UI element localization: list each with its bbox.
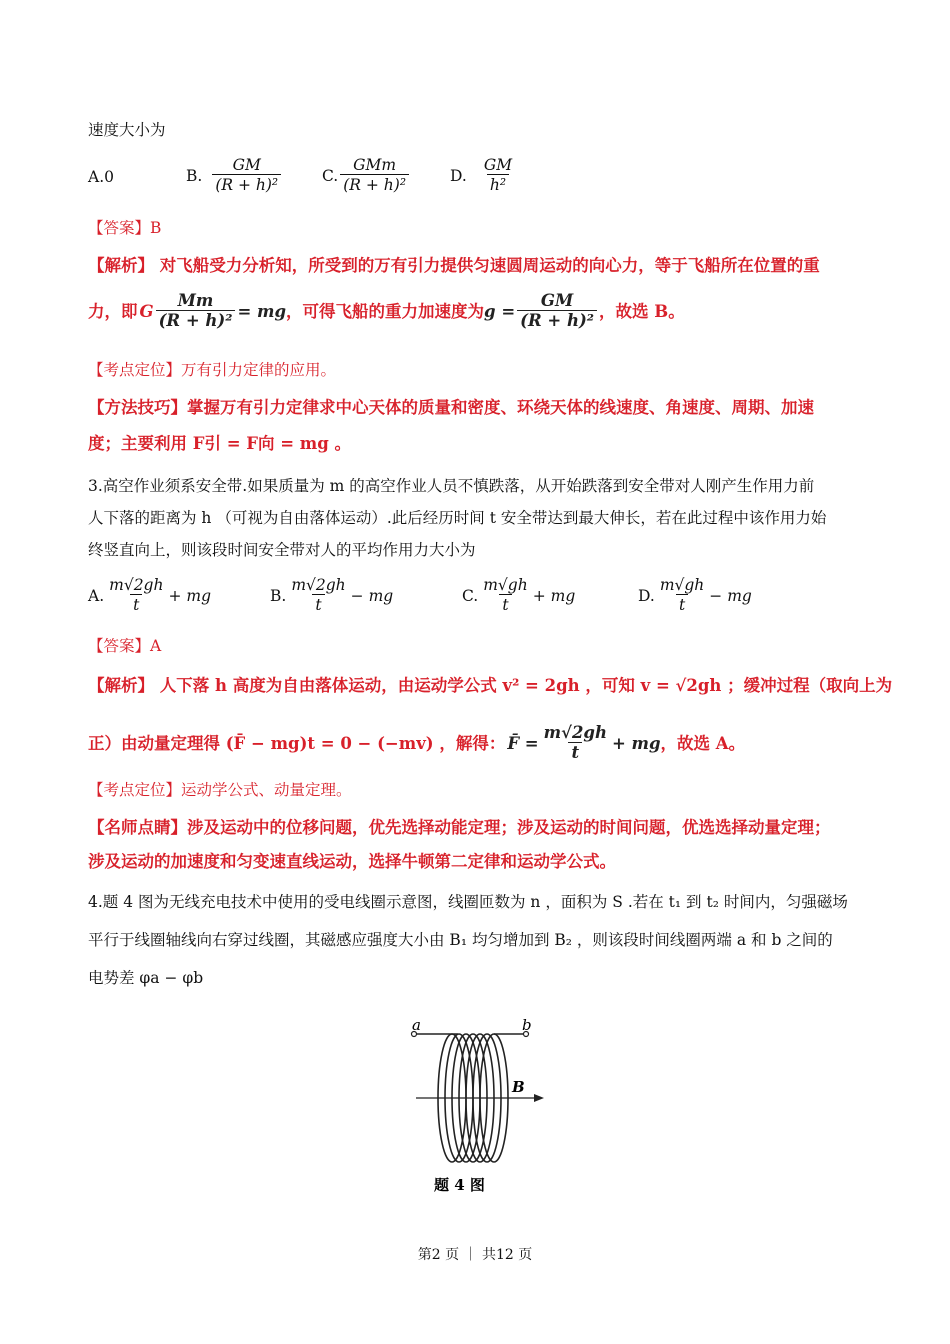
q2-b-den: (R + h)² [212,174,281,195]
q3-analysis-line1: 【解析】 人下落 h 高度为自由落体运动，由运动学公式 v² = 2gh ，可知 v = √2gh ；缓冲过程（取向上为 [88,676,893,695]
q2-analysis-line1: 【解析】 对飞船受力分析知，所受到的万有引力提供匀速圆周运动的向心力，等于飞船所在位置的重 [88,256,820,275]
q3-mingshi-line2: 涉及运动的加速度和匀变速直线运动，选择牛顿第二定律和运动学公式。 [88,852,616,871]
page-footer: 第2 页 ｜ 共12 页 [417,1247,533,1263]
q2-kaodian: 【考点定位】万有引力定律的应用。 [88,361,337,379]
q3-option-b: B. $\frac{m√2gh}{t}$ − mg [270,576,394,614]
figure-caption: 题 4 图 [434,1176,485,1194]
q2-option-b: B. $\frac{GM}{\text{(R + h)²}}$ [186,156,283,195]
q3-options [88,576,868,620]
q3-option-c: C. $\frac{m√gh}{t}$ + mg [462,576,576,614]
label-a: a [412,1016,421,1034]
q2-fangfa-line1: 【方法技巧】掌握万有引力定律求中心天体的质量和密度、环绕天体的线速度、角速度、周期、加速 [88,398,814,417]
q3-analysis-tag: 【解析】 [88,676,154,695]
q2-c-num: GMm [353,156,397,174]
q2-answer: 【答案】B [88,219,162,237]
q3-option-d: D. $\frac{m√gh}{t}$ − mg [638,576,752,614]
q4-stem-line1: 4.题 4 图为无线充电技术中使用的受电线圈示意图，线圈匝数为 n ，面积为 S .若在 t₁ 到 t₂ 时间内，匀强磁场 [88,893,848,911]
label-field-b: B [512,1078,525,1096]
q2-options [88,156,868,200]
q4-stem-line2: 平行于线圈轴线向右穿过线圈，其磁感应强度大小由 B₁ 均匀增加到 B₂ ，则该段时间线圈两端 a 和 b 之间的 [88,931,833,949]
q2-option-d: D. $\frac{GM}{\text{h²}}$ [450,156,517,195]
q3-mingshi-line1: 【名师点睛】涉及运动中的位移问题，优先选择动能定理；涉及运动的时间问题，优选选择动量定理； [88,818,831,837]
q3-option-a: A. $\frac{m√2gh}{t}$ + mg [88,576,212,614]
q3-stem-line2: 人下落的距离为 h （可视为自由落体运动）.此后经历时间 t 安全带达到最大伸长，若在此过程中该作用力始 [88,509,827,527]
q3-answer: 【答案】A [88,637,162,655]
q4-stem-line3: 电势差 φa − φb [88,969,204,987]
q2-d-num: GM [483,156,513,174]
intro-tail: 速度大小为 [88,121,166,139]
q2-d-den: h² [487,174,509,195]
q2-analysis-line2: 力，即 G $\frac{Mm}{\text{(R + h)²}}$ = mg ，可得飞船的重力加速度为 g = $\frac{GM}{\text{(R + h)²}}$ ，故选 B。 [88,291,685,330]
q2-analysis-tag: 【解析】 [88,256,154,275]
coil-figure [396,1008,556,1208]
q3-analysis-line2: 正）由动量定理得 (F̄ − mg)t = 0 − (−mv) ，解得： F̄ = $\frac{m√2gh}{t}$ + mg ，故选 A。 [88,723,746,762]
q2-b-num: GM [232,156,261,174]
q3-stem-line1: 3.高空作业须系安全带.如果质量为 m 的高空作业人员不慎跌落，从开始跌落到安全带对人刚产生作用力前 [88,477,815,495]
label-b: b [522,1016,532,1034]
q2-option-c: C. $\frac{\text{GMm}}{\text{(R + h)²}}$ [322,156,411,195]
q2-c-den: (R + h)² [340,174,409,195]
q3-stem-line3: 终竖直向上，则该段时间安全带对人的平均作用力大小为 [88,541,476,559]
coil-diagram [396,1008,556,1208]
q2-option-a: A. 0 [88,168,114,186]
q2-fangfa-line2: 度；主要利用 F引 = F向 = mg 。 [88,434,352,453]
q3-kaodian: 【考点定位】运动学公式、动量定理。 [88,781,352,799]
